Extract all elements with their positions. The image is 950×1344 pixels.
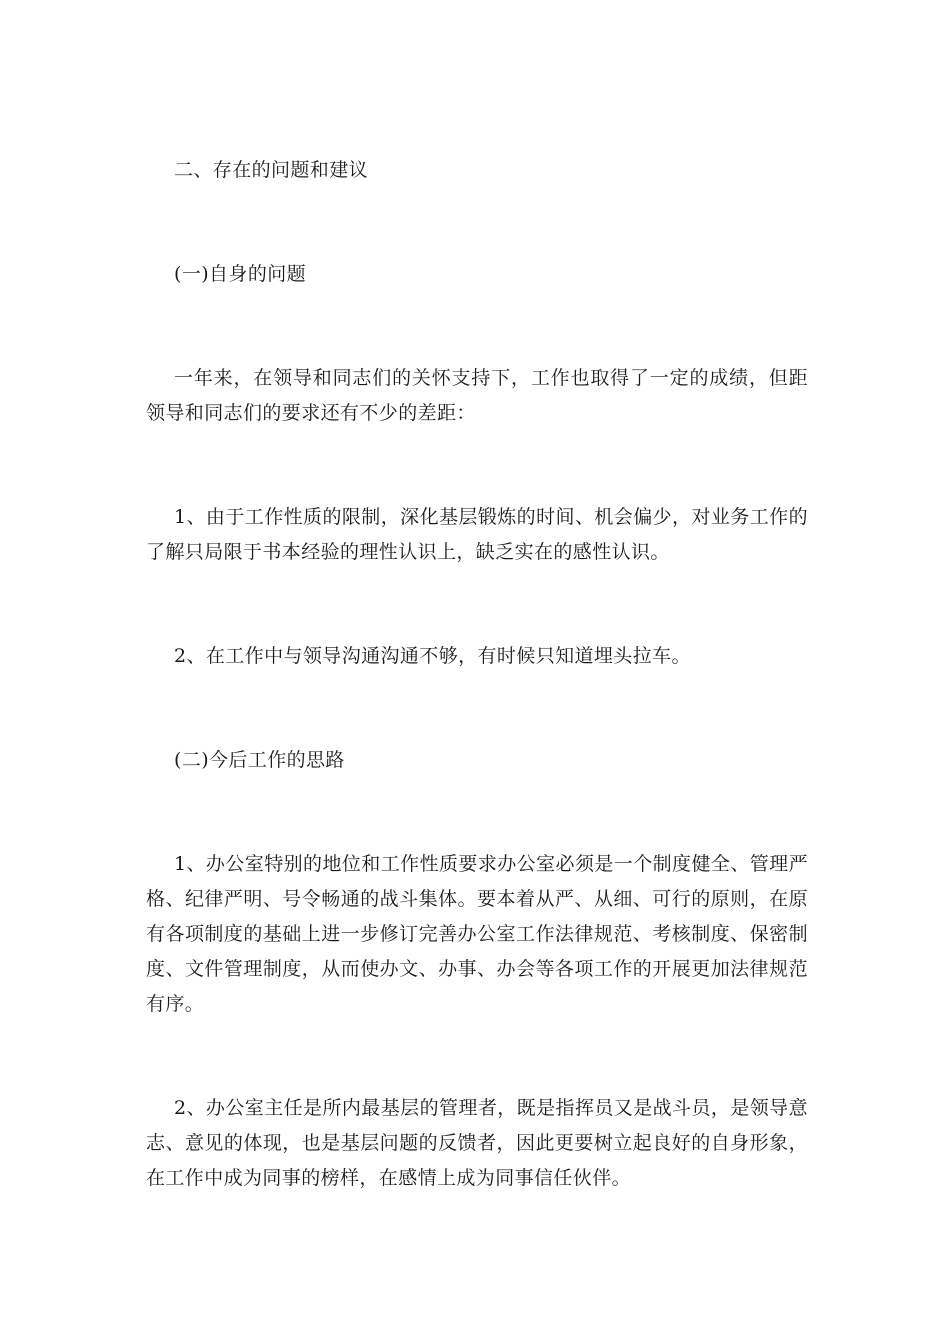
problem-item-1: 1、由于工作性质的限制，深化基层锻炼的时间、机会偏少，对业务工作的了解只局限于书本经验的理性认识上，缺乏实在的感性认识。 (146, 506, 808, 563)
subsection-heading-2: (二)今后工作的思路 (174, 749, 345, 771)
plan-item-1: 1、办公室特别的地位和工作性质要求办公室必须是一个制度健全、管理严格、纪律严明、号令畅通的战斗集体。要本着从严、从细、可行的原则，在原有各项制度的基础上进一步修订完善办公室工作法律规范、考核制度、保密制度、文件管理制度，从而使办文、办事、办会等各项工作的开展更加法律规范有序。 (146, 853, 808, 1015)
section-heading: 二、存在的问题和建议 (174, 159, 369, 181)
problem-item-2: 2、在工作中与领导沟通沟通不够，有时候只知道埋头拉车。 (174, 645, 691, 667)
subsection-heading-1: (一)自身的问题 (174, 263, 307, 285)
intro-paragraph: 一年来，在领导和同志们的关怀支持下，工作也取得了一定的成绩，但距领导和同志们的要求还有不少的差距： (146, 367, 808, 424)
plan-item-2: 2、办公室主任是所内最基层的管理者，既是指挥员又是战斗员，是领导意志、意见的体现，也是基层问题的反馈者，因此更要树立起良好的自身形象，在工作中成为同事的榜样，在感情上成为同事信任伙伴。 (146, 1097, 808, 1189)
